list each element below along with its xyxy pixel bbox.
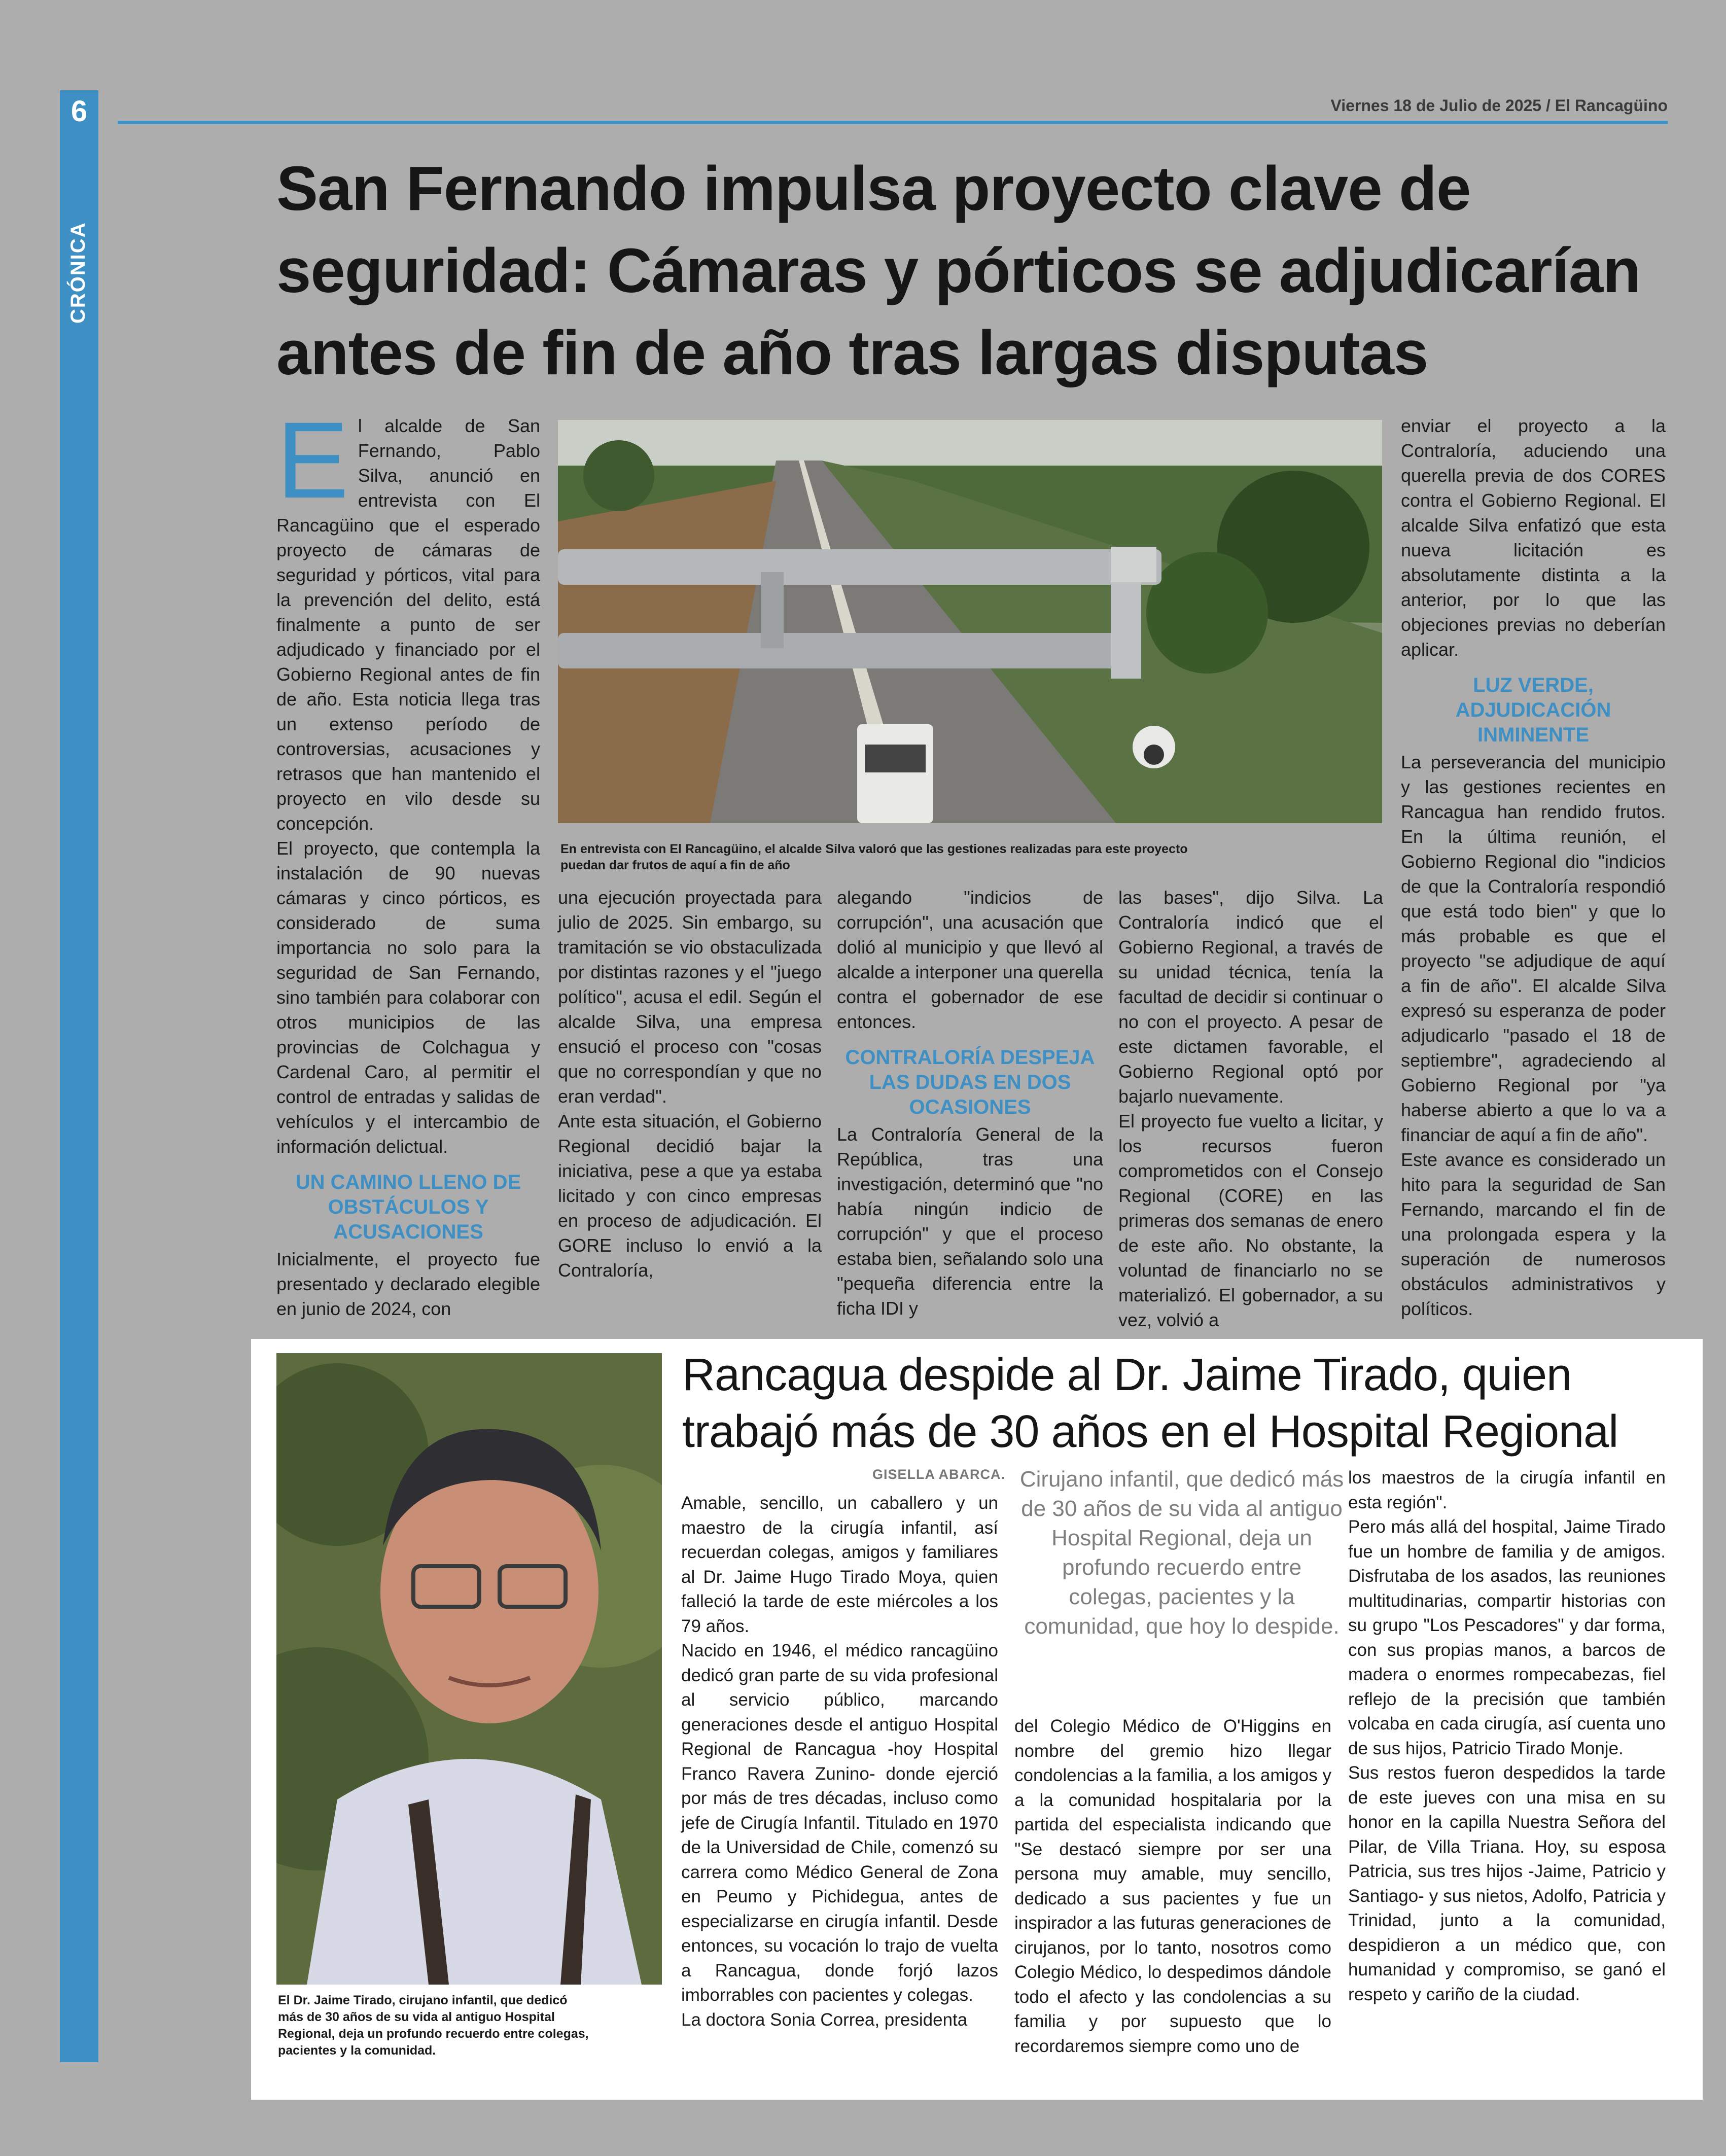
article2-headline: Rancagua despide al Dr. Jaime Tirado, quien trabajó más de 30 años en el Hospital Regional: [682, 1350, 1618, 1457]
road-gantry-image: [558, 420, 1382, 823]
article1-col5: [1401, 413, 1666, 1321]
article2-col3: [1348, 1466, 1666, 2007]
article1-subhead: LUZ VERDE, ADJUDICACIÓN INMINENTE: [1455, 674, 1611, 746]
article2-paragraph: La doctora Sonia Correa, presidenta: [681, 2009, 968, 2030]
article2-paragraph: Pero más allá del hospital, Jaime Tirado fue un hombre de familia y de amigos. Disfrutaba de los asados, las reuniones multitudinarias, compartir historias con su grupo "Los Pescadores" y dar forma, con sus propias manos, a barcos de madera o enormes rompecabezas, fiel reflejo de la precisión que también volcaba en cada cirugía, así cuenta uno de sus hijos, Patricio Tirado Monje.: [1348, 1517, 1666, 1758]
article1-paragraph: una ejecución proyectada para julio de 2025. Sin embargo, su tramitación se vio obstaculizada por distintas razones y el "juego político", acusa el edil. Según el alcalde Silva, una empresa ensució el proceso con "cosas que no correspondían y que no eran verdad".: [558, 887, 822, 1107]
section-sidebar: [60, 90, 98, 2062]
article1-col2: [558, 885, 822, 1283]
pull-quote: Cirujano infantil, que dedicó más de 30 años de su vida al antiguo Hospital Regional, deja un profundo recuerdo entre colegas, pacientes y la comunidad, que hoy lo despide.: [1019, 1467, 1344, 1639]
portrait-image: [276, 1353, 662, 1985]
article1-headline: San Fernando impulsa proyecto clave de seguridad: Cámaras y pórticos se adjudicarían antes de fin de año tras largas disputas: [276, 154, 1641, 388]
article2-col1: [681, 1491, 998, 2032]
article1-lead: l alcalde de San Fernando, Pablo Silva, anunció en entrevista con El Rancagüino que el esperado proyecto de cámaras de seguridad y pórticos, vital para la prevención del delito, está finalmente a punto de ser adjudicado y financiado por el Gobierno Regional antes de fin de año. Esta noticia llega tras un extenso período de controversias, acusaciones y retrasos que han mantenido el proyecto en vilo desde su concepción.: [276, 415, 540, 834]
article1-paragraph: las bases", dijo Silva. La Contraloría indicó que el Gobierno Regional, a través de su unidad técnica, tenía la facultad de decidir si continuar o no con el proyecto. A pesar de este dictamen favorable, el Gobierno Regional optó por bajarlo nuevamente.: [1118, 887, 1383, 1107]
article1-col3: [837, 885, 1103, 1321]
article1-col1: [276, 400, 540, 1321]
article1-photo-caption: En entrevista con El Rancagüino, el alcalde Silva valoró que las gestiones realizadas para este proyecto puedan dar frutos de aquí a fin de año: [560, 842, 1188, 872]
article2-paragraph: los maestros de la cirugía infantil en esta región".: [1348, 1468, 1666, 1512]
byline: GISELLA ABARCA.: [872, 1467, 1005, 1482]
article1-subhead: UN CAMINO LLENO DE OBSTÁCULOS Y ACUSACIONES: [295, 1171, 521, 1243]
article1-paragraph: Inicialmente, el proyecto fue presentado y declarado elegible en junio de 2024, con: [276, 1249, 540, 1319]
article2-paragraph: Amable, sencillo, un caballero y un maestro de la cirugía infantil, así recuerdan colegas, amigos y familiares al Dr. Jaime Hugo Tirado Moya, quien falleció la tarde de este miércoles a los 79 años.: [681, 1493, 998, 1636]
article1-paragraph: alegando "indicios de corrupción", una acusación que dolió al municipio y que llevó al alcalde a interponer una querella contra el gobernador de ese entonces.: [837, 887, 1103, 1032]
article2-paragraph: Sus restos fueron despedidos la tarde de este jueves con una misa en su honor en la capilla Nuestra Señora del Pilar, de Villa Triana. Hoy, su esposa Patricia, sus tres hijos -Jaime, Patricio y Santiago- y sus nietos, Adolfo, Patricia y Trinidad, junto a la comunidad, despidieron a un médico que, con humanidad y compromiso, se ganó el respeto y cariño de la ciudad.: [1348, 1763, 1666, 2004]
section-label: CRÓNICA: [67, 222, 89, 324]
article1-subhead: CONTRALORÍA DESPEJA LAS DUDAS EN DOS OCASIONES: [845, 1046, 1095, 1118]
article2-photo-caption: El Dr. Jaime Tirado, cirujano infantil, que dedicó más de 30 años de su vida al antiguo Hospital Regional, deja un profundo recuerdo entre colegas, pacientes y la comunidad.: [278, 1993, 589, 2058]
article1-photo: [558, 420, 1382, 823]
article1-paragraph: La Contraloría General de la República, tras una investigación, determinó que "no había ningún indicio de corrupción" y que el proceso estaba bien, señalando solo una "pequeña diferencia entre la ficha IDI y: [837, 1124, 1103, 1319]
article2-col2: [1014, 1714, 1331, 2059]
article1-paragraph: enviar el proyecto a la Contraloría, aduciendo una querella previa de dos CORES contra el Gobierno Regional. El alcalde Silva enfatizó que esta nueva licitación es absolutamente distinta a la anterior, por lo que las objeciones previas no deberían aplicar.: [1401, 415, 1666, 660]
article1-paragraph: Este avance es considerado un hito para la seguridad de San Fernando, marcando el fin de una prolongada espera y la superación de numerosos obstáculos administrativos y políticos.: [1401, 1149, 1666, 1319]
drop-cap: E: [276, 400, 349, 521]
dateline: Viernes 18 de Julio de 2025 / El Rancagüino: [1330, 96, 1668, 115]
article2-paragraph: del Colegio Médico de O'Higgins en nombre del gremio hizo llegar condolencias a la familia, a los amigos y a la comunidad hospitalaria por la partida del especialista indicando que "Se destacó siempre por ser una persona muy amable, muy sencillo, dedicado a sus pacientes y fue un inspirador a las futuras generaciones de cirujanos, por lo tanto, nosotros como Colegio Médico, lo despedimos dándole todo el afecto y las condolencias a su familia y por supuesto que lo recordaremos siempre como uno de: [1014, 1716, 1331, 2056]
header-rule: [118, 121, 1668, 124]
article1-paragraph: La perseverancia del municipio y las gestiones recientes en Rancagua han rendido frutos. En la última reunión, el Gobierno Regional dio "indicios de que la Contraloría respondió que está todo bien" y que lo más probable es que el proyecto "se adjudique de aquí a fin de año". El alcalde Silva expresó su esperanza de poder adjudicarlo "pasado el 18 de septiembre", agradeciendo al Gobierno Regional por "ya haberse abierto a que lo va a financiar de aquí a fin de año".: [1401, 752, 1666, 1145]
article1-paragraph: El proyecto fue vuelto a licitar, y los recursos fueron comprometidos con el Consejo Regional (CORE) en las primeras dos semanas de enero de este año. No obstante, la voluntad de financiarlo no se materializó. El gobernador, a su vez, volvió a: [1118, 1111, 1383, 1330]
page-number: 6: [71, 95, 88, 128]
article1-paragraph: Ante esta situación, el Gobierno Regional decidió bajar la iniciativa, pese a que ya estaba licitado y con cinco empresas en proceso de adjudicación. El GORE incluso lo envió a la Contraloría,: [558, 1111, 822, 1281]
article1-paragraph: El proyecto, que contempla la instalación de 90 nuevas cámaras y cinco pórticos, es considerado de suma importancia no solo para la seguridad de San Fernando, sino también para colaborar con otros municipios de las provincias de Colchagua y Cardenal Caro, al permitir el control de entradas y salidas de vehículos y el intercambio de información delictual.: [276, 838, 540, 1157]
article2-paragraph: Nacido en 1946, el médico rancagüino dedicó gran parte de su vida profesional al servicio público, marcando generaciones desde el antiguo Hospital Regional de Rancagua -hoy Hospital Franco Ravera Zunino- donde ejerció por más de tres décadas, incluso como jefe de Cirugía Infantil. Titulado en 1970 de la Universidad de Chile, comenzó su carrera como Médico General de Zona en Peumo y Pichidegua, antes de especializarse en cirugía infantil. Desde entonces, su vocación lo trajo de vuelta a Rancagua, donde forjó lazos imborrables con pacientes y colegas.: [681, 1641, 998, 2005]
article2-photo: [276, 1353, 662, 1985]
article1-col4: [1118, 885, 1383, 1332]
